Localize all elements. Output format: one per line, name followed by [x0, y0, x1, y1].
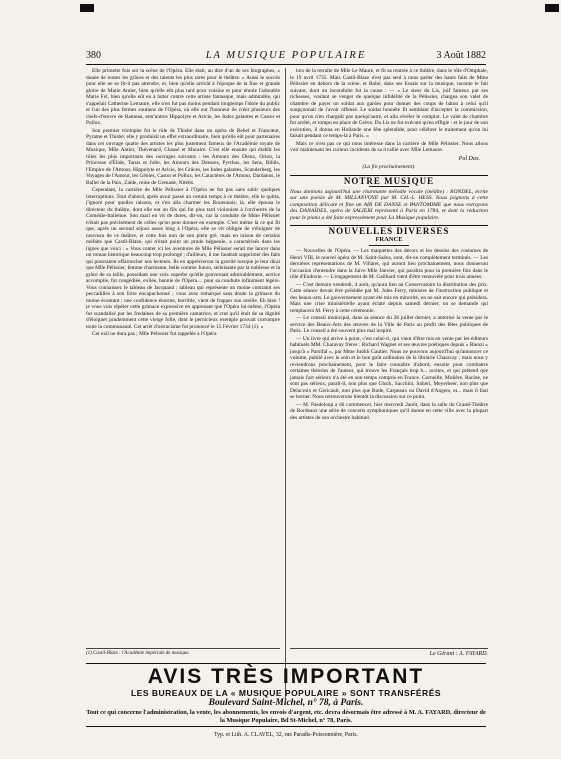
- section-rule: [369, 245, 409, 246]
- avis-title: AVIS TRÈS IMPORTANT: [147, 665, 425, 688]
- author-signature: Pol Dax.: [458, 155, 480, 162]
- avis-instructions: Tout ce qui concerne l'administration, la vente, les abonnements, les envois d'argent, etc. devra désormais être adressé à M. A. FAYARD, directeur de la Musique Populaire, Bd St-Michel, n° 78, Paris.: [86, 709, 486, 724]
- article-paragraph: Cet exil ne dura pas ; Mlle Pélissier fut rappelée à l'Opéra: [92, 331, 217, 337]
- news-item: — M. Pasdeloup a dû commencer, hier mercredi 2août, dans la salle du Grand-Théâtre de Bordeaux une série de concerts symphoniques qu'il donne en cette ville avec la plupart des artistes de son orchestre habituel.: [290, 401, 488, 421]
- issue-date: 3 Août 1882: [436, 50, 486, 61]
- article-paragraph: Elle primette fois sur la scène de l'Opéra. Elle était, au dire d'un de ses biographes, « douée de toutes les grâces et des talents les plus rares pour le théâtre. » Aussi le succès pour elle ne se fit-il pas attendre, et, bien qu'elle arrivât à l'époque de la fine et grande gloire de Marie Antier, bien qu'elle eût plus tard pour voisine et pour émule l'adorable Marie Fel, bien qu'elle eût eu à lutter contre cette artiste fantasque, mais admirable, qui s'appelait Catherine Lemaure, elle n'en fut pas moins pendant longtemps l'idole du public et l'un des plus fermes soutiens de l'Opéra, où elle eut l'honneur de créer plusieurs des chefs-d'œuvre de Rameau, entr'autres Hippolyte et Aricie, les Indes galantes et Castor et Pollux.: [86, 68, 280, 126]
- gerant-line: Le Gérant : A. FAYARD.: [290, 648, 488, 657]
- nouvelles-subheading: FRANCE: [375, 235, 403, 243]
- page-header: [86, 50, 486, 65]
- avis-transfer-line: LES BUREAUX DE LA « MUSIQUE POPULAIRE » SONT TRANSFÉRÉS: [130, 688, 442, 698]
- registration-mark-right: [545, 4, 559, 12]
- column-divider: [285, 68, 286, 700]
- avis-address-line: Boulevard Saint-Michel, n° 78, à Paris.: [208, 698, 364, 708]
- to-be-continued: (La fin prochainement).: [362, 164, 416, 170]
- notre-musique-text: Nous donnons aujourd'hui une charmante mélodie vocale (inédite) : RONDEL, écrite sur une poésie de M. MILLANVOYE par M. CH.-L. HESS. Nous joignons à cette composition délicate et fine un AIR DE DANSE et PANTOMIME que nous extrayons des DANAÏDES, opéra de SALIERI représenté à Paris en 1784, et dont la réduction pour le piano a été faite expressément pour La Musique populaire.: [290, 188, 488, 221]
- avis-notice: [86, 663, 486, 727]
- page-number: 380: [86, 50, 101, 61]
- article-paragraph: Cependant, la carrière de Mlle Pélissier à l'Opéra ne fut pas sans subir quelques interruptions. Tout d'abord, après avoir passé un certain temps à ce théâtre, elle le quitta, j'ignore pour quelles raisons, et s'en alla charmer les Rouennais; là, elle épousa le directeur du théâtre, dont elle eut un fils qui fut plus tard violoniste à l'orchestre de la Comédie-Italienne. Son mari en vit de dures, dit-on, car la conduite de Mme Pélissier n'était pas précisément de celles qu'on peut donner en exemple. C'est même là ce qui fit que, après un second séjour assez long à l'Opéra, elle se vit obligée de s'éloigner de nouveau de ce théâtre, et cette fois non de son plein gré, mais en raison de certains méfaits que Castil-Blaze, qui n'était point un prude bégueule, a caractérisés dans les lignes que voici : « Vous conter ici les aventures de Mlle Pélissier serait me lancer dans un roman historique beaucoup trop prolongé ; d'ailleurs, il me faudrait supprimer des faits qui pourraient effaroucher nos lecteurs. Ils en apprécieront la gravité lorsque je leur dirai que Mlle Pélissier, femme charmante, belle comme Junon, séduisante par la noblesse et la grâce de sa taille, possédant une voix superbe qu'elle gouvernait admirablement, actrice accomplie, fut congédiée, exilée, bannie de l'Opéra.... pour sa conduite infiniment légère. Vous connaissez le tableau de Jacquand ; tableau qui représente un moine contraint ses peccadilles à son frère encapuchonné ; vous avez remarqué sans doute la grimace du moine écoutant ; une confidence énorme, horrible, vient de frapper son oreille. Eh bien ! je vous vois répéter cette grimace expressive en apprenant que l'Opéra lui-même, l'Opéra fut scandalisé par les fredaines de sa première cantatrice, et crut qu'il était de sa dignité d'éloigner prudemment cette vierge folle, dont le pernicieux exemple pouvait corrompre toute la communauté. Cet arrêt d'ostracisme fut prononcé le 15 Février 1734 (1). »: [86, 187, 280, 330]
- left-column: [86, 68, 280, 708]
- right-column: [290, 68, 488, 708]
- article-paragraph: Mais ce n'est pas ce qui nous intéresse dans la carrière de Mlle Pélissier. Nous allons voir maintenant les curieux incidents de sa rivalité avec Mlle Lemaure.: [290, 140, 488, 153]
- news-item: — Nouvelles de l'Opéra. — Les maquettes des décors et les dessins des costumes de Henri VIII, le nouvel opéra de M. Saint-Saëns, sont, dit-on complètement terminés. — Les dernières représentations de M. Villaret, qui auront lieu prochainement, nous donneront l'occasion d'entendre dans la Juive Mlle Janvier, qui paraîtra pour la première fois dans le rôle d'Eudoxie. — L'engagement de M. Gailhard vient d'être renouvelé pour trois années.: [290, 248, 488, 281]
- registration-mark-left: [80, 4, 94, 12]
- article-paragraph: Son premier triomphe fut le rôle de Thisbé dans un opéra de Rebel et Francœur, Pyrame et Thisbé; elle y produisit un effet extraordinaire, bien qu'elle eût pour partenaires dans cet ouvrage quatre des artistes les plus justement fameux de l'Académie royale de Musique, Mlle Antier, Thévenard, Chassé et Muraire. C'est elle ensuite qui établit les rôles les plus importants des ouvrages suivants : les Amours des Dieux, Orion, la Princesse d'Élide, Tarsis et Julie, les Amours des Déesses, Pyrrhus, les Sens, Biblis, l'Empire de l'Amour, Hippolyte et Aricie, les Grâces, les Indes galantes, Scanderberg, les Voyages de l'Amour, les Génies, Castor et Pollux, les Caractères de l'Amour, Dardanus, le Ballet de la Paix, Zaïde, reine de Grenade, Nitétis.: [86, 127, 280, 186]
- journal-title: LA MUSIQUE POPULAIRE: [205, 50, 367, 61]
- notre-musique-heading: NOTRE MUSIQUE: [290, 175, 488, 185]
- news-item: — Le conseil municipal, dans sa séance du 28 juillet dernier, a autorisé la vente par le service des Beaux-Arts des œuvres de la Ville de Paris au profit des fêtes publiques de Paris. Le conseil a été souvent plus mal inspiré.: [290, 315, 488, 335]
- news-item: — Un livre qui arrive à point, c'est celui-ci, qui vient d'être mis en vente par les éditeurs habituels MM. Charavay frères : Richard Wagner et ses œuvres poétiques depuis « Rienzi » jusqu'à « Parsifal », par Mme Judith Gautier. Nous ne pouvons aujourd'hui qu'annoncer ce volume, publié avec le soin et le bon goût ordinaires de la librairie Charavay ; mais nous y reviendrons prochainement, pour le faire connaître d'abord, ensuite pour combattre certaines théories de l'auteur, qui trouve les Français trop h... ocrites, et qui prétend que jamais l'art sérieux n'a été en son temps compris en France. Corneille, Molière, Racine, ne sont pas sérieux, paraît-il, non plus que Gluck, Sacchini, Salieri, Meyerbeer, non plus que Delacroix et Géricault, non plus que Rude, Carpeaux ou David d'Angers, et... mais il faut se borner. Nous retrouverons bientôt la discussion sur ce point.: [290, 335, 488, 401]
- nouvelles-heading: NOUVELLES DIVERSES: [290, 225, 488, 235]
- news-item: — C'est demain vendredi, 4 août, qu'aura lieu au Conservatoire la distribution des prix. Cette séance devait être présidée par M. Jules Ferry, ministre de l'instruction publique et des beaux-arts. Le gouvernement ayant été mis en minorité, on ne sait encore qui présidera. Mais une crise ministérielle ayant éclaté depuis samedi dernier, on se demande qui remplacera M. Ferry à cette cérémonie.: [290, 281, 488, 314]
- footnote: (1) Castil-Blaze : l'Académie impériale de musique.: [86, 648, 280, 656]
- article-paragraph: lors de la retraite de Mlle Le Maure, et fit sa rentrée à ce théâtre, dans le rôle d'Omphale, le 19 avril 1735. Mais Castil-Blaze n'est pas seul à nous parler des hauts faits de Mme Pélissier en dehors de la scène, et Robé, dans ses Essais sur la musique, raconte le fait suivant, dont un inconduite fut la cause : — « Le sieur du Lis, juif fameux par ses richesses, voulant se venger de quelque infidélité de la Pélissier, chargea son valet de chambre de payer un soldat aux gardes pour donner des coups de bâton à celui qu'il soupçonnait de l'avoir offensé. Le soldat honnête fit semblant d'accepter la commission, pour qu'on n'en chargeât pas quelqu'autre, et alla révéler le complot. Le valet de chambre fut arrêté, et rompu en place de Grève. Du Lis ne fut exécuté qu'en effigie : et le jour de son exécution, il donna en Hollande une fête splendide, pour célébrer le traitement qu'on lui faisait pendant ce temps-là à Paris. »: [290, 68, 488, 139]
- section-rule: [369, 186, 409, 187]
- printer-imprint: Typ. et Lith. A. CLAVEL, 32, rue Paradis-Poissonnière, Paris.: [214, 732, 358, 738]
